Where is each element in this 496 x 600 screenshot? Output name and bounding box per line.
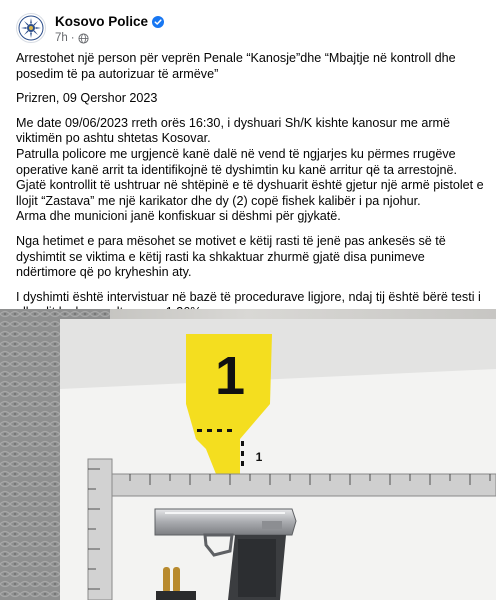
post-paragraph-line: Gjatë kontrollit të ushtruar në shtëpinë e të dyshuarit është gjetur një armë pistolet e llojit “Zastava” me një karikator dhe dy (2) copë fishek kalibër i pa njohur. <box>16 178 484 208</box>
page-name-link[interactable]: Kosovo Police <box>55 14 149 29</box>
kosovo-police-badge-icon[interactable] <box>16 13 46 43</box>
post-timestamp[interactable]: 7h <box>55 32 68 44</box>
post-paragraph-line: I dyshimti është intervistuar në bazë të procedurave ligjore, ndaj tij është bërë testi i <box>16 289 481 304</box>
post-photo[interactable] <box>0 309 496 600</box>
meta-separator: · <box>70 32 75 44</box>
post-paragraph-line: Me date 09/06/2023 rreth orës 16:30, i dyshuari Sh/K kishte kanosur me armë viktimën po ashtu shtetas Kosovar. <box>16 115 451 146</box>
post-location-date: Prizren, 09 Qershor 2023 <box>16 91 158 106</box>
page-name-row <box>55 14 164 30</box>
post-meta <box>55 31 164 45</box>
post-paragraph: Nga hetimet e para mësohet se motivet e këtij rasti të jenë pas ankesës së të dyshimtit se viktima e këtij rasti ka shkaktuar zhurmë gjatë disa punimeve ndërtimore që po kryheshin aty. <box>16 233 446 280</box>
post-header <box>16 13 164 45</box>
globe-icon[interactable] <box>78 33 89 44</box>
post-headline: Arrestohet një person për veprën Penale “Kanosje”dhe “Mbajtje në kontroll dhe posedim të pa autorizuar të armëve” <box>16 51 456 81</box>
evidence-marker-number: 1 <box>214 346 246 406</box>
post-paragraph-line: Arma dhe municioni janë konfiskuar si dëshmi për gjykatë. <box>16 209 341 224</box>
evidence-marker-small-number: 1 <box>255 450 263 464</box>
verified-badge-icon <box>152 16 164 28</box>
post-paragraph-line: Patrulla policore me urgjencë kanë dalë në vend të ngjarjes ku përmes rrugëve operative kanë arrit ta identifikojnë të dyshimtin ku kanë arritur që ta arrestojnë. <box>16 146 458 177</box>
evidence-photo <box>0 309 496 600</box>
